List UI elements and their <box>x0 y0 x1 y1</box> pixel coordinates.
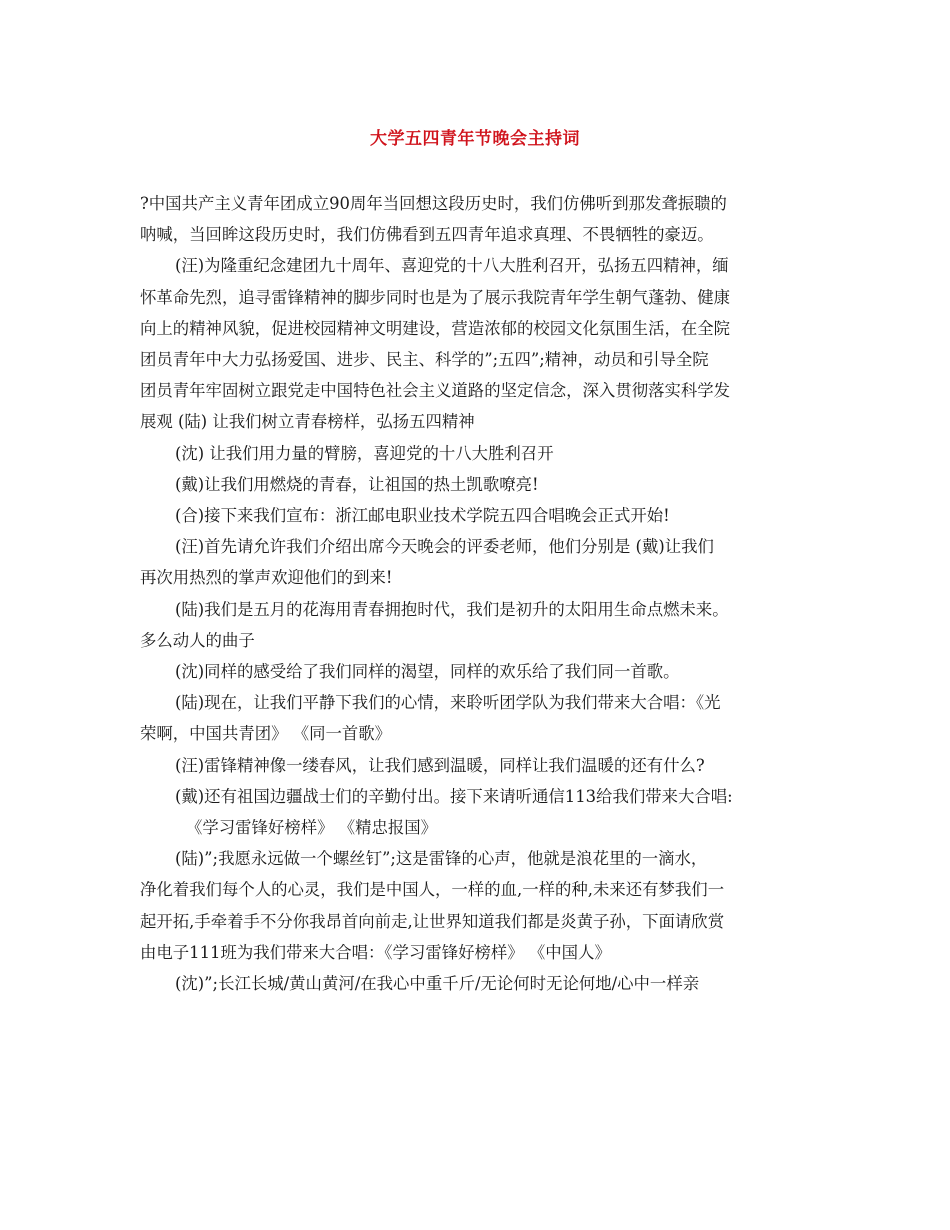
text-line: ?中国共产主义青年团成立90周年当回想这段历史时，我们仿佛听到那发聋振聩的 <box>140 194 727 213</box>
text-line: (沈)”;长江长城/黄山黄河/在我心中重千斤/无论何时无论何地/心中一样亲 <box>175 974 700 994</box>
text-line: (沈)同样的感受给了我们同样的渴望，同样的欢乐给了我们同一首歌。 <box>175 662 680 682</box>
text-line: (陆)”;我愿永远做一个螺丝钉”;这是雷锋的心声，他就是浪花里的一滴水， <box>175 849 708 869</box>
text-line: 团员青年牢固树立跟党走中国特色社会主义道路的坚定信念，深入贯彻落实科学发 <box>140 381 731 401</box>
text-line: 再次用热烈的掌声欢迎他们的到来! <box>140 568 393 588</box>
text-line: (沈) 让我们用力量的臂膀，喜迎党的十八大胜利召开 <box>175 443 554 463</box>
text-line: 荣啊，中国共青团》 《同一首歌》 <box>140 724 392 744</box>
text-line: 呐喊，当回眸这段历史时，我们仿佛看到五四青年追求真理、不畏牺牲的豪迈。 <box>140 225 714 245</box>
text-line: 净化着我们每个人的心灵，我们是中国人，一样的血,一样的种,未来还有梦我们一 <box>140 880 725 900</box>
text-line: (戴)还有祖国边疆战士们的辛勤付出。接下来请听通信113给我们带来大合唱: <box>175 786 733 806</box>
text-line: 怀革命先烈，追寻雷锋精神的脚步同时也是为了展示我院青年学生朝气蓬勃、健康 <box>140 287 731 307</box>
document-title: 大学五四青年节晚会主持词 <box>370 129 580 149</box>
text-line: (戴)让我们用燃烧的青春，让祖国的热土凯歌嘹亮! <box>175 474 539 494</box>
text-line: 多么动人的曲子 <box>140 630 255 650</box>
text-line: 向上的精神风貌，促进校园精神文明建设，营造浓郁的校园文化氛围生活，在全院 <box>140 318 731 338</box>
text-line: 起开拓,手牵着手不分你我昂首向前走,让世界知道我们都是炎黄子孙，下面请欣赏 <box>140 911 725 931</box>
text-line: (汪)首先请允许我们介绍出席今天晚会的评委老师，他们分别是 (戴)让我们 <box>175 537 714 557</box>
text-line: (汪)雷锋精神像一缕春风，让我们感到温暖，同样让我们温暖的还有什么? <box>175 755 705 775</box>
text-line: (陆)我们是五月的花海用青春拥抱时代，我们是初升的太阳用生命点燃未来。 <box>175 599 729 619</box>
document-body <box>140 188 820 999</box>
text-line: (汪)为隆重纪念建团九十周年、喜迎党的十八大胜利召开，弘扬五四精神，缅 <box>175 256 729 276</box>
text-line: 团员青年中大力弘扬爱国、进步、民主、科学的”;五四”;精神，动员和引导全院 <box>140 350 709 370</box>
text-line: (合)接下来我们宣布：浙江邮电职业技术学院五四合唱晚会正式开始! <box>175 506 670 526</box>
text-line: 由电子111班为我们带来大合唱：《学习雷锋好榜样》 《中国人》 <box>140 942 611 962</box>
text-line: 展观 (陆) 让我们树立青春榜样，弘扬五四精神 <box>140 412 475 432</box>
text-line: 《学习雷锋好榜样》 《精忠报国》 <box>186 818 438 838</box>
text-line: (陆)现在，让我们平静下我们的心情，来聆听团学队为我们带来大合唱：《光 <box>175 693 721 713</box>
